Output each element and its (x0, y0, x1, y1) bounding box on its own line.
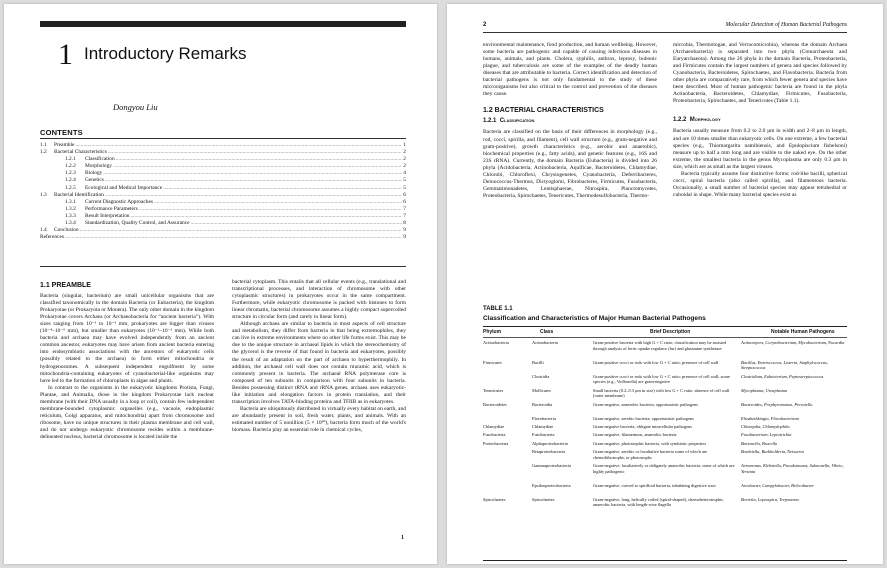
intro-continued-text (483, 42, 657, 98)
toc-leader-dots (139, 206, 402, 213)
toc-entry-label: Classification (85, 156, 115, 163)
toc-entry-label: Ecological and Medical Importance (85, 184, 163, 191)
table-cell-pathogens: Elizabethkingia, Flavobacterium (741, 415, 799, 421)
toc-entry[interactable] (40, 156, 406, 163)
toc-entry[interactable] (40, 170, 406, 177)
toc-entry-number: 1.2 (40, 149, 47, 156)
toc-entry-label: Bacterial Identification (54, 191, 104, 198)
chapter-rule (40, 21, 406, 27)
preamble-heading: 1.1 PREAMBLE (40, 282, 91, 289)
toc-entry-number: 1.3.2 (65, 205, 76, 212)
table-cell-class: Bacilli (532, 359, 544, 365)
subsection-number: 1.2.2 (673, 117, 687, 124)
table-body (483, 340, 847, 511)
toc-entry-page: 9 (403, 234, 406, 241)
table-row (483, 402, 847, 416)
right-column-2 (673, 42, 847, 199)
left-column-2 (232, 279, 406, 434)
toc-leader-dots (191, 220, 403, 227)
toc-entry-number: 1.3.1 (65, 198, 76, 205)
toc-entry-label: Preamble (54, 142, 75, 148)
table-cell-pathogens: Arcobacter, Campylobacter, Helicobacter (741, 482, 814, 488)
preamble-text-continued (232, 279, 406, 434)
table-cell-class: Spirochaetes (532, 496, 555, 502)
contents-end-rule (40, 266, 406, 267)
table-cell-pathogens: Bacteroides, Porphyromonas, Prevotella (741, 401, 813, 407)
table-cell-phylum: Firmicutes (483, 359, 502, 365)
toc-entry-label: Current Diagnostic Approaches (85, 198, 153, 205)
toc-entry-label: Bacterial Characteristics (54, 149, 107, 156)
body-paragraph: Bacteria are ubiquitously distributed in virtually every habitat on earth, and are abundantly present in soil, fresh water, plants, and animals. With an estimated number of 5 nonillion (5 × 10³⁰), bacteria form much of the world's biomass. Bacteria play an essential role in chemical cycles, (232, 405, 406, 433)
toc-leader-dots (105, 192, 402, 199)
toc-entry-label: Morphology (85, 163, 112, 170)
toc-leader-dots (116, 156, 403, 163)
table-cell-pathogens: Clostridium, Eubacterium, Peptostreptococcus (741, 373, 824, 379)
page-right (447, 4, 883, 564)
table-cell-class: Flavobacteria (532, 415, 556, 421)
table-rule-bottom (483, 560, 847, 561)
table-cell-phylum: Chlamydiae (483, 423, 505, 429)
table-cell-class: Alphaproteobacteria (532, 440, 568, 446)
table-cell-pathogens: Aeromonas, Klebsiella, Pseudomonas, Salmonella, Vibrio, Yersinia (741, 462, 844, 474)
table-cell-phylum: Spirochaetes (483, 496, 506, 502)
table-cell-description: Gram-negative, filamentous, anaerobic bacteria (593, 432, 677, 438)
table-row (483, 388, 847, 402)
table-cell-class: Epsilonproteobacteria (532, 482, 571, 488)
table-cell-class: Bacteroidia (532, 401, 553, 407)
classification-text-continued (673, 42, 847, 105)
toc-entry-page: 8 (403, 220, 406, 227)
body-paragraph: environmental maintenance, food production, and human wellbeing. However, some bacteria are pathogenic and capable of causing infectious diseases in humans, animals, and plants. Cholera, syphilis, anthrax, leprosy, bubonic plague, and tuberculosis are some of the examples of the deadly human diseases that are attributable to bacteria. Correct identification and detection of bacterial pathogens is not only fundamental to the study of these microorganisms but also critical to the control and prevention of the diseases they cause. (483, 42, 657, 98)
body-paragraph: Bacteria usually measure from 0.2 to 2.0 μm in width and 2–8 μm in length, and are 10 times smaller than eukaryotic cells. On one extreme, a few bacterial species (e.g., Thiomargarita namibiensis, and Epulopiscium fishelsoni) measure up to half a mm long and are visible to the naked eye. On the other extreme, the smallest bacteria in the genus Mycoplasma are only 0.3 μm in size, which are as small as the largest viruses. (673, 128, 847, 170)
toc-entry-page: 2 (403, 149, 406, 156)
table-cell-description: Gram-positive bacteria with high G + C ratio; classification may be assisted through analysis of ferric uptake regulator (fur) and glutamine synthetase (593, 340, 727, 351)
chapter-number: 1 (58, 38, 73, 71)
toc-entry-number: 1.2.3 (65, 170, 76, 177)
table-row (483, 441, 847, 449)
subsection-heading-morphology (673, 117, 847, 124)
left-column-1 (40, 282, 214, 441)
table-cell-description: Gram-negative bacteria; obligate intracellular pathogens (593, 423, 692, 429)
toc-entry-number: 1.3.3 (65, 212, 76, 219)
toc-entry-page: 7 (403, 212, 406, 219)
toc-entry-label: Conclusion (54, 227, 79, 234)
body-paragraph: Although archaea are similar to bacteria in most aspects of cell structure and metabolism, they differ from bacteria in that being extremophiles, they can live in extreme environments where no other life forms exist. This may be due to the unique structure in archaeal lipids in which the stereochemistry of the glycerol is the reverse of that found in bacteria and eukaryotes, possibly the result of an adaptation on the part of archaea to hyperthermophily. In addition, the archaeal cell wall does not contain muramic acid, which is commonly present in bacteria. The archaeal RNA polymerase core is composed of ten subunits in comparison with four subunits in bacteria. Besides possessing distinct tRNA and rRNA genes, archaea uses eukaryotic-like initiation and elongation factors in protein translation, and their transcription involves TATA-binding proteins and TFIIB as in eukaryotes. (232, 321, 406, 405)
toc-entry-page: 4 (403, 170, 406, 177)
table-cell-pathogens: Actinomyces, Corynebacterium, Mycobacterium, Nocardia (741, 340, 845, 345)
toc-entry[interactable] (40, 163, 406, 170)
table-cell-class: Chlamydiae (532, 423, 554, 429)
right-column-1 (483, 42, 657, 200)
toc-leader-dots (65, 234, 402, 241)
table-cell-description: Gram-negative, phototrophic bacteria, with symbiotic properties (593, 440, 707, 446)
toc-entry-number: 1.2.2 (65, 163, 76, 170)
toc-entry-page: 5 (403, 184, 406, 191)
table-of-contents (40, 142, 406, 241)
table-cell-class: Gammaproteobacteria (532, 462, 572, 468)
chapter-title: Introductory Remarks (84, 44, 247, 63)
table-cell-pathogens: Mycoplasma, Ureaplasma (741, 387, 788, 393)
toc-leader-dots (108, 149, 402, 156)
page-number: 1 (401, 535, 404, 541)
table-cell-class: Mollicutes (532, 387, 551, 393)
table-cell-phylum: Proteobacteria (483, 440, 509, 446)
subsection-heading-classification (483, 118, 657, 125)
table-rule-top (483, 326, 847, 327)
toc-leader-dots (154, 199, 402, 206)
toc-leader-dots (80, 227, 403, 234)
toc-entry-label: References (40, 234, 64, 241)
toc-entry[interactable] (40, 213, 406, 220)
toc-leader-dots (113, 163, 402, 170)
subsection-title: Morphology (689, 117, 721, 124)
toc-entry-page: 6 (403, 198, 406, 205)
toc-leader-dots (103, 170, 402, 177)
table-cell-description: Gram-negative, facultatively or obligately anaerobic bacteria, some of which are highly pathogenic (593, 462, 735, 474)
table-row (483, 432, 847, 440)
toc-entry-label: Standardization, Quality Control, and Assurance (85, 220, 190, 227)
table-row (483, 340, 847, 360)
toc-entry[interactable] (40, 227, 406, 234)
table-cell-class: Actinobacteria (532, 340, 558, 345)
table-cell-phylum: Actinobacteria (483, 340, 509, 345)
toc-entry-label: Result Interpretation (85, 212, 130, 219)
table-cell-phylum: Tenericutes (483, 387, 504, 393)
table-header-brief: Brief Description (650, 329, 691, 335)
table-cell-phylum: Fusobacteria (483, 432, 506, 438)
table-cell-class: Fusobacteria (532, 432, 555, 438)
table-cell-pathogens: Bartonella, Brucella (741, 440, 778, 446)
table-rule-header (483, 337, 847, 338)
toc-entry-label: Biology (85, 170, 103, 177)
toc-entry-page: 7 (403, 205, 406, 212)
toc-entry-label: Performance Parameters (85, 205, 138, 212)
author-name: Dongyou Liu (113, 102, 158, 112)
toc-entry-number: 1.2.1 (65, 156, 76, 163)
morphology-text (673, 128, 847, 198)
toc-entry-number: 1.2.5 (65, 184, 76, 191)
toc-entry[interactable] (40, 142, 406, 149)
toc-entry-page: 9 (403, 227, 406, 234)
toc-entry-number: 1.3.4 (65, 220, 76, 227)
table-cell-pathogens: Bacillus, Enterococcus, Listeria, Staphylococcus, Streptococcus (741, 359, 828, 371)
table-header-phylum: Phylum (483, 329, 502, 335)
running-head-rule (483, 32, 847, 33)
table-row (483, 483, 847, 497)
page-left (4, 4, 437, 564)
toc-leader-dots (75, 142, 402, 149)
table-cell-pathogens: Borrelia, Leptospira, Treponema (741, 496, 799, 502)
toc-entry[interactable] (40, 185, 406, 192)
table-cell-description: Gram-positive cocci or rods with low G + C ratio; presence of cell wall; some species (e.g., Veillonella) are gram-negative (593, 373, 730, 385)
toc-entry[interactable] (40, 234, 406, 241)
table-row (483, 463, 847, 483)
body-paragraph: In contrast to the organisms in the eukaryotic kingdoms Protista, Fungi, Plantae, and Animalia, those in the kingdom Prokaryotae lack nuclear membrane (with their DNA usually in a loop or coil), contain few independent membrane-bounded cytoplasmic organelles (e.g., vacuole, endoplasmic reticulum, Golgi apparatus, and mitochondria) apart from chromosome and ribosome, have no unique structures in their plasma membrane and cell wall, and do not undergo eukaryotic chromosome resides within a membrane-delineated nucleus, bacterial chromosome is located inside the (40, 384, 214, 440)
toc-entry-number: 1.4 (40, 227, 47, 234)
table-row (483, 416, 847, 424)
running-head-title: Molecular Detection of Human Bacterial Pathogens (725, 22, 847, 28)
table-cell-description: Gram-negative, curved to spirilloid bacteria, inhabiting digestive tract (593, 482, 716, 488)
toc-entry[interactable] (40, 220, 406, 227)
table-row (483, 374, 847, 388)
toc-leader-dots (163, 185, 402, 192)
section-heading: 1.2 BACTERIAL CHARACTERISTICS (483, 107, 604, 115)
body-paragraph: Bacteria (singular, bacterium) are small unicellular organisms that are classified taxonomically in the domain Bacteria (or Eubacteria), the kingdom Prokaryotae (or Prokaryota or Monera). The only other domain in the kingdom Prokaryotae covers Archaea (or Archaeobacteria for “ancient bacteria”). With sizes ranging from 10⁻¹ to 10⁻³ mm, prokaryotes are bigger than viruses (10⁻⁴–10⁻⁶ mm), but smaller than eukaryotes (10⁻¹–10⁻² mm). While both bacteria and archaea may have evolved independently from an ancient common ancestor, eukaryotes may have arisen from ancient bacteria entering into endosymbiotic associations with the ancestors of eukaryotic cells (possibly related to the archaea) to form either mitochondria or hydrogenosomes. A subsequent independent engulfment by some mitochondria-containing eukaryotes of cyanobacterial-like organisms may have led to the formation of chloroplasts in algae and plants. (40, 293, 214, 384)
body-paragraph: Bacteria typically assume four distinctive forms: rod-like bacilli, spherical cocci, spiral bacteria (also called spirilla), and filamentous bacteria. Occasionally, a small number of bacterial species may appear tetrahedral or cuboidal in shape. While many bacterial species exist as (673, 170, 847, 198)
table-header-class: Class (540, 329, 554, 335)
table-row (483, 497, 847, 511)
classification-text (483, 129, 657, 199)
toc-entry[interactable] (40, 177, 406, 184)
table-cell-pathogens: Fusobacterium, Leptotrichia (741, 432, 792, 438)
toc-entry[interactable] (40, 206, 406, 213)
table-cell-pathogens: Chlamydia, Chlamydophila (741, 423, 790, 429)
toc-entry-label: Genetics (85, 177, 104, 184)
table-cell-pathogens: Bordetella, Burkholderia, Neisseria (741, 448, 804, 454)
toc-leader-dots (130, 213, 402, 220)
table-cell-description: Gram-negative, long, helically coiled (spiral-shaped), chemoheterotrophic, anaerobic bacteria, with length-wise flagella (593, 496, 725, 508)
preamble-text (40, 293, 214, 441)
table-cell-description: Small bacteria (0.2–0.3 μm in size) with low G + C ratio; absence of cell wall (outer membrane) (593, 387, 730, 399)
table-cell-phylum: Bacteroidetes (483, 401, 507, 407)
table-cell-class: Betaproteobacteria (532, 448, 566, 454)
table-cell-description: Gram-negative, aerobic bacteria; opportunistic pathogens (593, 415, 694, 421)
table-row (483, 424, 847, 432)
body-paragraph: microbia, Thermotogae, and Verrucomicrobia), whereas the domain Archaea (Archaeobacteria) is separated into two phyla (Crenarchaeota and Euryarchaeota). Among the 26 phyla in the domain Bacteria, Proteobacteria, and Firmicutes contain the largest numbers of genera and species followed by Cyanobacteria, Bacteroidetes, Spirochaetes, and Flavobacteria. Bacteria from other phyla are comparatively rare, from which fewer genera and species have been described. Most of human pathogenic bacteria are found in the phyla Actinobacteria, Bacteroidetes, Chlamydiae, Firmicutes, Fusobacteria, Proteobacteria, Spirochaetes, and Tenericutes (Table 1.1). (673, 42, 847, 105)
toc-entry-number: 1.1 (40, 142, 47, 148)
table-caption: TABLE 1.1 (483, 306, 513, 312)
table-cell-description: Gram-negative, aerobic or facultative bacteria some of which are chemolithotrophs, or phototrophs (593, 448, 708, 460)
toc-entry[interactable] (40, 192, 406, 199)
table-cell-description: Gram-positive cocci or rods with low G + C ratio; presence of cell wall (593, 359, 719, 365)
table-row (483, 449, 847, 463)
table-cell-description: Gram-negative, anaerobic bacteria; opportunistic pathogens (593, 401, 698, 407)
body-paragraph: Bacteria are classified on the basis of their differences in morphology (e.g., rod, cocci, spirilla, and filament), cell wall structure (e.g., gram-negative and gram-positive), growth characteristics (e.g., aerobic and anaerobic), biochemical properties (e.g., fatty acids), and genetic features (e.g., 16S and 23S rRNA). Currently, the domain Bacteria (Eubacteria) is divided into 26 phyla (Acidobacteria, Actinobacteria, Aquificae, Bacteroidetes, Chlamydiae, Chlorobi, Chloroflexi, Chrysiogenetes, Cyanobacteria, Deferribacteres, Deinococcus-Thermus, Dictyoglomi, Fibrobacteres, Firmicutes, Fusobacteria, Gemmatimonadetes, Lentisphaerae, Nitrospira, Planctomycetes, Proteobacteria, Spirochaetes, Tenericutes, Thermodesulfobacteria, Thermo- (483, 129, 657, 199)
subsection-title: Classification (499, 118, 535, 125)
table-cell-class: Clostridia (532, 373, 550, 379)
toc-entry-page: 2 (403, 156, 406, 163)
running-head-page-number: 2 (483, 22, 487, 28)
toc-leader-dots (105, 177, 402, 184)
toc-entry[interactable] (40, 199, 406, 206)
contents-heading: CONTENTS (40, 128, 83, 137)
toc-entry-page: 2 (403, 163, 406, 170)
toc-entry-number: 1.3 (40, 191, 47, 198)
toc-entry-page: 1 (403, 142, 406, 148)
table-header-pathogens: Notable Human Pathogens (771, 329, 835, 335)
table-title: Classification and Characteristics of Major Human Bacterial Pathogens (483, 315, 706, 322)
table-row (483, 360, 847, 374)
body-paragraph: bacterial cytoplasm. This entails that all cellular events (e.g., translational and transcriptional processes, and interaction of chromosome with other cytoplasmic structures) in prokaryotes occur in the same compartment. Furthermore, while eukaryotic chromosome is packed with histones to form linear chromatin, bacterial chromosome assumes a highly compact supercoiled structure in circular form (and rarely in linear form). (232, 279, 406, 321)
subsection-number: 1.2.1 (483, 118, 497, 125)
toc-entry-number: 1.2.4 (65, 177, 76, 184)
toc-entry-page: 5 (403, 177, 406, 184)
toc-entry-page: 6 (403, 191, 406, 198)
contents-rule (40, 138, 406, 139)
